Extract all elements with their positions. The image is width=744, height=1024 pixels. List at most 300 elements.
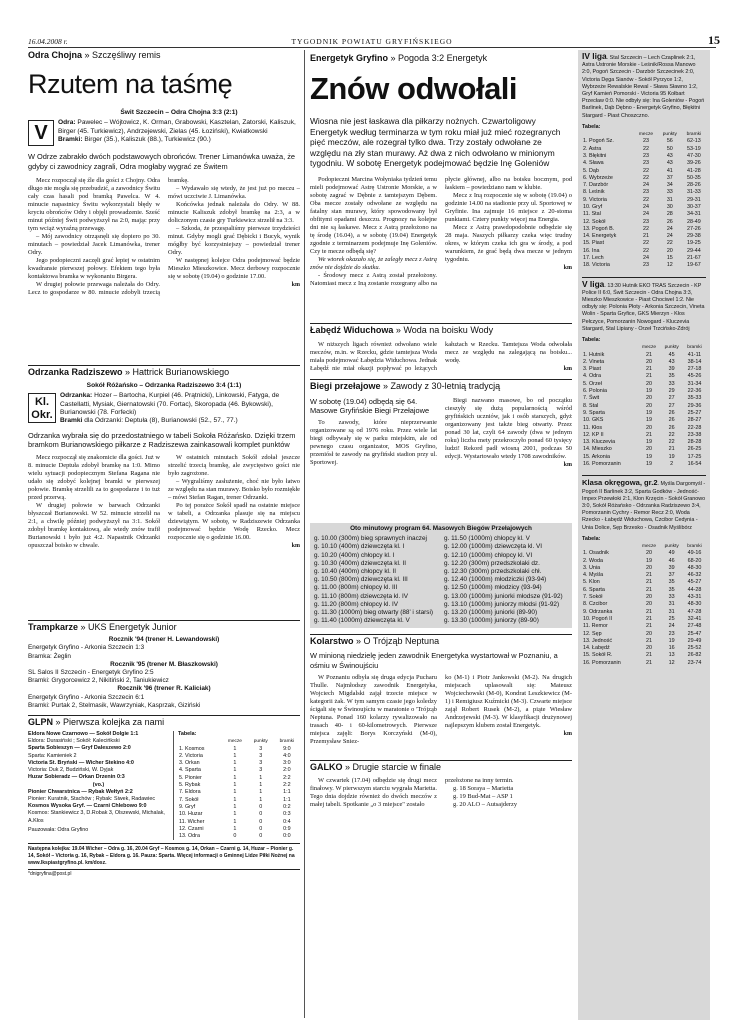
team-cell: 3. Unia [583, 564, 601, 571]
stat-cell: 45 [668, 351, 675, 358]
team-cell: 15. Piast [583, 240, 604, 247]
stat-cell: 33 [668, 380, 675, 387]
stat-cell: 24 [642, 255, 649, 262]
team-cell: 13. Jedność [583, 637, 613, 644]
table-row [582, 410, 706, 417]
program-right [441, 535, 568, 625]
stat-cell: 37 [666, 174, 673, 181]
stat-cell: 28-26 [686, 182, 701, 189]
stat-cell: 24 [668, 623, 675, 630]
table-row [582, 255, 706, 262]
team-cell: 11. Remor [583, 623, 608, 630]
author-sign: km [563, 461, 572, 468]
table-row [582, 160, 706, 167]
team-cell: 7. Eldora [179, 789, 201, 796]
biegi-lead: W sobotę (19.04) odbędą się 64. Masowe Gryfińskie Biegi Przełajowe [310, 396, 430, 416]
team-cell: 9. Odrzanka [583, 608, 613, 615]
age-group-heading: Rocznik '95 (trener M. Błaszkowski) [110, 660, 218, 668]
column-divider [304, 50, 305, 1018]
team-cell: 18. Victoria [583, 262, 610, 269]
table-row [582, 233, 706, 240]
stat-cell: 21 [646, 373, 653, 380]
stat-cell: 26 [666, 218, 673, 225]
paragraph: – Mój zawodnicy otrząsnęli się dopiero po 30. minutach – powiedział Jacek Limanówka, trener Odry. [28, 232, 160, 256]
stat-cell: 29-36 [687, 402, 702, 409]
scorers-line: Victoria: Duk 2, Budziński, W. Dyjak [28, 767, 114, 774]
ivliga-table [582, 131, 706, 270]
kicker-team: Biegi przełajowe [310, 380, 381, 391]
table-row [582, 226, 706, 233]
team-cell: 10. GKS [583, 417, 604, 424]
glpn-body [28, 731, 300, 840]
stat-cell: 27 [668, 402, 675, 409]
program-item: g. 10.00 (300m) bieg sprawnych inaczej [314, 535, 427, 543]
table-row [582, 587, 706, 594]
kicker-team: Energetyk Gryfino [310, 53, 389, 63]
scorers-line: Eldora: Durasiński ; Sokół: Kalecińkski [28, 738, 120, 745]
stat-cell: 32-41 [687, 615, 702, 622]
stat-cell: 31 [668, 608, 675, 615]
team-cell: 10. Pogoń II [583, 615, 613, 622]
stat-cell: 39 [668, 564, 675, 571]
header-cell [178, 738, 222, 745]
odra-headline: Rzutem na taśmę [28, 69, 233, 99]
stat-cell: 1 [233, 811, 237, 818]
stat-cell: 29-31 [686, 196, 701, 203]
header-cell [582, 543, 638, 550]
stat-cell: 12 [668, 659, 675, 666]
table-row [582, 146, 706, 153]
stat-cell: 26 [668, 409, 675, 416]
stat-cell: 19-25 [686, 240, 701, 247]
match-result-line: Huzar Sobieradz — Orkan Drzenin 0:3 [28, 774, 125, 781]
stat-cell: 22 [642, 167, 649, 174]
table-row [582, 248, 706, 255]
left-column [28, 50, 300, 1020]
footer-email: *dnigryfina@post.pl [28, 869, 300, 878]
stat-cell: 28-49 [686, 218, 701, 225]
stat-cell: 34 [666, 182, 673, 189]
stat-cell: 21 [642, 233, 649, 240]
stat-cell: 24 [666, 225, 673, 232]
stat-cell: 21 [646, 652, 653, 659]
stat-cell: 33 [666, 189, 673, 196]
program-item: g. 11.30 (1000m) bieg otwarty (88' i starsi) [314, 609, 434, 616]
galko-body [310, 777, 572, 809]
stat-cell: 12 [666, 262, 673, 269]
stat-cell: 28-27 [687, 417, 702, 424]
stat-cell: 47-28 [687, 608, 702, 615]
stat-cell: 23 [642, 218, 649, 225]
page-number: 15 [708, 33, 720, 47]
stat-cell: 25-52 [687, 645, 702, 652]
table-row [582, 366, 706, 373]
stat-cell: 29 [668, 388, 675, 395]
match-result-line: Kosmos Wysoka Gryf. — Czarni Chlebowo 9:0 [28, 803, 147, 810]
radziszewo-match-result: Sokół Różańsko – Odrzanka Radziszewo 3:4 (1:1) [86, 381, 242, 389]
team-cell: 14. Łabędź [583, 645, 610, 652]
kicker-team: GALKO [310, 761, 343, 772]
stat-cell: 23 [642, 262, 649, 269]
paragraph: - Środowy mecz z Astrą został przełożony. Natomiast mecz z Iną zostanie rozegrany albo na płycie głównej, albo na boisku bocznym, pod łaskiem – powiedziano nam w klubie. [310, 175, 572, 287]
trampkarze-results [28, 636, 300, 710]
table-row [582, 153, 706, 160]
ivliga-title: IV liga [582, 51, 607, 61]
kicker-team: Odra Chojna [28, 50, 83, 60]
stat-cell: 0:9 [283, 825, 291, 832]
team-cell: 7. Świt [583, 395, 600, 402]
stat-cell: 53-19 [686, 145, 701, 152]
stat-cell: 30-37 [686, 204, 701, 210]
stat-cell: 48-30 [687, 564, 702, 571]
energetyk-lead: Wiosna nie jest łaskawa dla piłkarzy nożnych. Czwartoligowy Energetyk według terminarza w tym roku miał już mieć rozegranych pięć meczów, ale rozegrał tylko dwa. Trzy zostały odwołane ze względu na zły stan murawy. Aż dwa z nich odwołano w minionym tygodniu. W sobotę Energetyk podejmować będzie Inę Goleniów [310, 116, 561, 169]
schedule-item: g. 20 ALO – Autsajderzy [453, 800, 518, 808]
stat-cell: 21-67 [686, 255, 701, 262]
middle-column [310, 50, 572, 1020]
team-cell: 2. Astra [583, 145, 602, 152]
glpn-next-round [28, 843, 300, 866]
stat-cell: 21 [646, 608, 653, 615]
biegi-program-box [310, 523, 572, 628]
stat-cell: 25 [668, 615, 675, 622]
kicker-rest: Hattrick Burianowskiego [132, 366, 230, 377]
table-row [178, 789, 300, 796]
stat-cell: 26 [668, 417, 675, 424]
team-cell: 1. Osadnik [583, 550, 609, 557]
kicker-team: Trampkarze [28, 622, 79, 633]
stat-cell: 20 [646, 424, 653, 431]
kicker-rest: Drugie starcie w finale [352, 761, 442, 772]
kicker-sep: » [53, 717, 64, 728]
team-cell: 10. Gryf [583, 204, 603, 210]
stat-cell: 45-27 [687, 579, 702, 586]
paragraph: – Wydawało się wtedy, że jest już po meczu – mówi uczciwie J. Limanówka. [168, 184, 300, 200]
stat-cell: 17-25 [687, 453, 702, 460]
table-row [582, 601, 706, 608]
stat-cell: 19-67 [686, 262, 701, 269]
stat-cell: 45-26 [687, 373, 702, 380]
stat-cell: 19 [646, 557, 653, 564]
kicker-sep: » [393, 324, 404, 335]
trampkarze-kicker [28, 622, 300, 633]
team-cell: 12. KP II [583, 431, 604, 438]
stat-cell: 1 [233, 782, 237, 789]
stat-cell: 0 [259, 818, 263, 825]
stat-cell: 23 [668, 630, 675, 637]
stat-cell: 1 [233, 767, 237, 774]
table-row [582, 403, 706, 410]
kicker-sep: » [388, 53, 399, 63]
result-line: Energetyk Gryfino - Arkonia Szczecin 6:1 [28, 693, 145, 701]
header-cell: punkty [253, 739, 268, 745]
header-cell: punkty [664, 345, 679, 351]
stat-cell: 0 [259, 811, 263, 818]
biegi-body [310, 397, 572, 521]
stat-cell: 19 [646, 461, 653, 468]
stat-cell: 23 [642, 189, 649, 196]
program-item: g. 13.10 (1000m) juniorzy młodsi (91-92) [444, 600, 560, 608]
table-row [582, 609, 706, 616]
stat-cell: 22 [642, 196, 649, 203]
table-row [582, 652, 706, 659]
biegi-article [310, 379, 572, 628]
stat-cell: 21 [646, 572, 653, 579]
paragraph: W drugiej połowie przewaga należała do Odry. Lecz to gospodarze w 80. minucie zdobyli trzecią bramkę. [28, 176, 189, 296]
stat-cell: 2:2 [283, 782, 291, 789]
team-cell: 4. Myśla [583, 572, 604, 579]
radziszewo-article [28, 365, 300, 618]
stat-cell: 27-26 [686, 225, 701, 232]
team-cell: 16. Ina [583, 247, 600, 254]
team-cell: 2. Vineta [583, 358, 605, 365]
table-row [582, 197, 706, 204]
stat-cell: 26-82 [687, 652, 702, 659]
table-header-row [582, 131, 706, 138]
header-cell: bramki [687, 345, 702, 351]
table-row [582, 388, 706, 395]
stat-cell: 47-30 [686, 152, 701, 159]
stat-cell: 23 [642, 138, 649, 145]
stat-cell: 3 [259, 767, 263, 774]
stat-cell: 35 [668, 373, 675, 380]
paragraph: Po tej porażce Sokół spadł na ostatnie miejsce w tabeli, a Odrzanka plasuje się na miejscu dziewiątym. W sobotę, w Radziszewie Odrzanka podejmować będzie Wodę Rzecko. Mecz rozpocznie się o godzinie 16.00. [168, 502, 300, 542]
team-cell: 13. Kluczevia [583, 439, 616, 446]
stat-cell: 44-28 [687, 586, 702, 593]
team-cell: 6. Wybrzeże [583, 174, 613, 181]
stat-cell: 48-30 [687, 601, 702, 608]
kicker-sep: » [380, 380, 391, 391]
stat-cell: 21 [646, 615, 653, 622]
stat-cell: 19 [646, 439, 653, 446]
table-row [582, 138, 706, 145]
stat-cell: 20 [646, 402, 653, 409]
stat-cell: 1 [259, 782, 263, 789]
labedz-article [310, 323, 572, 375]
stat-cell: 4:0 [283, 752, 291, 759]
league-badge: Kl. Okr. [28, 393, 56, 423]
stat-cell: 16 [668, 645, 675, 652]
team-cell: 4. Sparta [179, 767, 201, 774]
table-row [582, 182, 706, 189]
stat-cell: 35 [668, 586, 675, 593]
stat-cell: 46 [668, 557, 675, 564]
biegi-program-lists [314, 535, 568, 625]
paragraph: Biegi nazwano masowe, bo od początku cieszyły się dużą popularnością wśród gryfińskich uczniów, jak i osób starszych, gdyż organizowany jest także bieg otwarty. Przez ponad 30 lat, czyli 64 zawody (dwa w jednym roku) liczba mety przekroczyło ponad 60 tysięcy ludzi! Rekord padł wiosną 2001, podczas 50 edycji. Wystartowało wtedy 1708 zawodników. [445, 396, 572, 460]
stat-cell: 23 [642, 152, 649, 159]
vliga-results-text: . 13:30 Hutnik EKO TRAS Szczecin - KP Police II 6:0, Świt Szczecin - Odra Chojna 3:3, Mieszko Mieszkowice - Piast Chociwel 1:2. Nie odbyły się: Polonia Płoty - Arkonia Szczecin, Vineta Wolin - Sparta Gryfice, GKS Mierzyn - Kłos Pełczyce, Pomorzanin Nowogard - Kluczevia Stargard, Stal Lipiany - Orzeł Trzcińsko-Zdrój [582, 282, 705, 332]
kolarstwo-lead: W minioną niedzielę jeden zawodnik Energetyka wystartował w Poznaniu, a ośmiu w Świnoujściu [310, 651, 558, 670]
kicker-team: Kolarstwo [310, 636, 354, 647]
table-row [582, 175, 706, 182]
stat-cell: 28 [666, 211, 673, 218]
odra-lineup [28, 119, 300, 136]
stat-cell: 1 [233, 789, 237, 796]
table-row [582, 594, 706, 601]
program-item: g. 13.20 (1000m) juniorki (89-90) [444, 609, 538, 616]
table-row [582, 395, 706, 402]
table-header-row [178, 738, 300, 745]
stat-cell: 22 [668, 439, 675, 446]
stat-cell: 25-47 [687, 630, 702, 637]
stat-cell: 34-31 [686, 211, 701, 218]
table-row [582, 572, 706, 579]
table-row [582, 645, 706, 652]
glpn-results [28, 731, 174, 840]
scorers-line: Pionier: Kuratnik, Stachów ; Rybak: Siwek, Radawiec [28, 795, 156, 802]
stat-cell: 19 [668, 637, 675, 644]
program-item: g. 12.30 (300m) przedszkolaki chł. [444, 567, 542, 575]
paragraph: Mecz z Astrą prawdopodobnie odbędzie się 28 maja. Naszych piłkarzy czeka więc trudny okres, w którym czeka ich gra w środy, a pod warunkiem, że grać będą dwa mecze w jednym tygodniu. [445, 223, 572, 263]
table-row [178, 767, 300, 774]
okregowa-title: Klasa okręgowa, gr.2 [582, 478, 658, 488]
team-cell: 5. Pionier [179, 774, 202, 781]
glpn-table-title: Tabela: [178, 731, 197, 738]
stat-cell: 39 [668, 366, 675, 373]
okregowa-results [582, 479, 706, 531]
stat-cell: 1 [233, 796, 237, 803]
stat-cell: 29-49 [687, 637, 702, 644]
kicker-team: GLPN [28, 717, 54, 728]
stat-cell: 22-28 [687, 424, 702, 431]
stat-cell: 43 [668, 358, 675, 365]
glpn-kicker [28, 717, 300, 728]
stat-cell: 0 [259, 803, 263, 810]
stat-cell: 21 [668, 446, 675, 453]
stat-cell: 35-33 [687, 395, 702, 402]
table-header-row [582, 344, 706, 351]
program-item: g. 12.00 (1000m) dziewczęta kl. VI [444, 543, 543, 551]
odra-match-result: Świt Szczecin – Odra Chojna 3:3 (2:1) [120, 109, 238, 116]
table-row [582, 240, 706, 247]
table-row [582, 417, 706, 424]
table-row [582, 631, 706, 638]
table-row [178, 833, 300, 840]
ivliga-results [582, 53, 706, 120]
program-item: g. 12.40 (1000m) młodziczki (93-94) [444, 576, 547, 584]
ivliga-section [582, 53, 706, 270]
stat-cell: 20 [646, 550, 653, 557]
table-row [178, 797, 300, 804]
stat-cell: 19 [646, 417, 653, 424]
stat-cell: 1:1 [283, 796, 291, 803]
stat-cell: 35 [668, 579, 675, 586]
stat-cell: 15 [666, 255, 673, 262]
stat-cell: 29-44 [686, 247, 701, 254]
stat-cell: 1 [233, 825, 237, 832]
odra-article [28, 50, 300, 363]
team-cell: 2. Woda [583, 557, 603, 564]
stat-cell: 24 [642, 211, 649, 218]
stat-cell: 1 [233, 752, 237, 759]
stat-cell: 3:0 [283, 760, 291, 767]
page-header [28, 33, 720, 48]
program-item: g. 13.30 (1000m) juniorzy (89-90) [444, 617, 539, 625]
stat-cell: 43 [666, 152, 673, 159]
issue-date: 16.04.2008 r. [28, 37, 68, 46]
stat-cell: 28-28 [687, 439, 702, 446]
header-cell: bramki [279, 739, 295, 745]
odra-lead: W Odrze zabrakło dwóch podstawowych obrońców. Trener Limanówka uważa, że gdyby ci zawodnicy zagrali, Odra mogłaby wygrać ze Świtem [28, 152, 296, 171]
table-row [582, 381, 706, 388]
program-item: g. 11.10 (800m) dziewczęta kl. IV [314, 592, 409, 600]
stat-cell: 43-31 [687, 594, 702, 601]
paragraph: W drugiej połowie w barwach Odrzanki błyszczał Burianowski. W 52. minucie strzelił na 2:1, a chwilę później podwyższył na 3:1. Sokół zdobył bramkę kontaktową, ale wtedy znów trafił Burianowski i było już 4:2. Napastnik Odrzanki opuszczał boisko w chwale. [28, 502, 160, 550]
okregowa-results-text: . Myśla Dargomyśl - Pogoń II Barlinek 3:2, Sparta Godków - Jedność-Impex Przewłoki 2:1, Klon Krzęcin - Sokół Granowo 3:0, Sokół Różańsko - Odrzanka Radziszewo 3:4, Pomorzanin Cychry - Remor Recz 2:0, Woda Rzecko - Łabędź Widuchowa, Czcibor Cedynia - Unia Dolice, Sęp Brzesko - Osadnik Myślibórz [582, 481, 706, 531]
author-sign: km [563, 730, 572, 737]
stat-cell: 20 [646, 601, 653, 608]
stat-cell: 1 [259, 774, 263, 781]
table-row [582, 446, 706, 453]
stat-cell: 46-32 [687, 572, 702, 579]
stat-cell: 0:2 [283, 803, 291, 810]
kicker-sep: » [82, 50, 93, 60]
odra-body [28, 177, 300, 363]
stat-cell: 1 [259, 796, 263, 803]
galko-article [310, 760, 572, 809]
author-sign: km [291, 281, 300, 288]
stat-cell: 62-13 [686, 138, 701, 145]
paragraph: Jego podopieczni zaczęli grać lepiej w ostatnim kwadransie pierwszej połowy. Efektem tego była kontaktowa bramka w wykonaniu Birgera. [28, 256, 160, 280]
table-row [582, 565, 706, 572]
table-row [582, 189, 706, 196]
dropcap: V [28, 120, 54, 146]
paragraph: – Szkoda, że przespaliśmy pierwsze trzydzieści minut. Gdyby mogli grać Dębicki i Bucyk, wynik mógłby być korzystniejszy – powiedział trener Odry. [168, 224, 300, 256]
table-row [582, 550, 706, 557]
lineup-label: Odra: [58, 119, 76, 127]
kicker-sep: » [353, 636, 364, 647]
team-cell: 6. Sparta [583, 586, 605, 593]
stat-cell: 21 [646, 431, 653, 438]
vliga-table-title: Tabela: [582, 337, 601, 344]
stat-cell: 41-28 [686, 167, 701, 174]
scorers-text: dla Odrzanki: Deptuła (8), Burianowski (52., 57., 77.) [82, 417, 238, 425]
odra-scorers [28, 136, 300, 144]
stat-cell: 30 [666, 204, 673, 210]
table-row [582, 616, 706, 623]
team-cell: 13. Odra [179, 833, 200, 840]
stat-cell: 50-35 [686, 174, 701, 181]
stat-cell: 20 [646, 630, 653, 637]
okregowa-table [582, 543, 706, 667]
stat-cell: 21 [646, 659, 653, 666]
vliga-title: V liga [582, 278, 605, 289]
kicker-team: Łabędź Widuchowa [310, 324, 394, 335]
scorers-line: Kosmos: Stankiewicz 3, D.Robak 3, Olszewski, Michalak, A.Kłos [28, 810, 165, 824]
radziszewo-lineup [28, 392, 300, 417]
team-cell: 13. Pogoń B. [583, 225, 615, 232]
match-result-line: Victoria St. Bryński — Wicher Stekino 4:0 [28, 759, 134, 766]
lineup-label: Odrzanka: [60, 392, 93, 400]
stat-cell: 31-33 [686, 189, 701, 196]
stat-cell: 26-25 [687, 446, 702, 453]
stat-cell: 27-18 [687, 366, 702, 373]
stat-cell: 31-34 [687, 380, 702, 387]
scorers-text: Birger (35.), Kaliszuk (88.), Turkiewicz (90.) [82, 136, 211, 144]
paragraph: W następnej kolejce Odra podejmować będzie Mieszko Mieszkowice. Mecz derbowy rozpocznie się w sobotę (19.04) o godzinie 17.00. [168, 256, 300, 280]
stat-cell: 20 [646, 358, 653, 365]
table-row [178, 804, 300, 811]
result-line: Bramka: Żeglin [28, 652, 71, 660]
stat-cell: 21 [646, 366, 653, 373]
author-sign: km [563, 264, 572, 271]
stat-cell: 24 [642, 182, 649, 189]
kicker-rest: Pogoda 3:2 Energetyk [398, 53, 488, 63]
okregowa-table-title: Tabela: [582, 535, 601, 542]
table-row [582, 211, 706, 218]
kicker-sep: » [78, 622, 89, 633]
stat-cell: 1 [233, 745, 237, 752]
table-row [582, 432, 706, 439]
